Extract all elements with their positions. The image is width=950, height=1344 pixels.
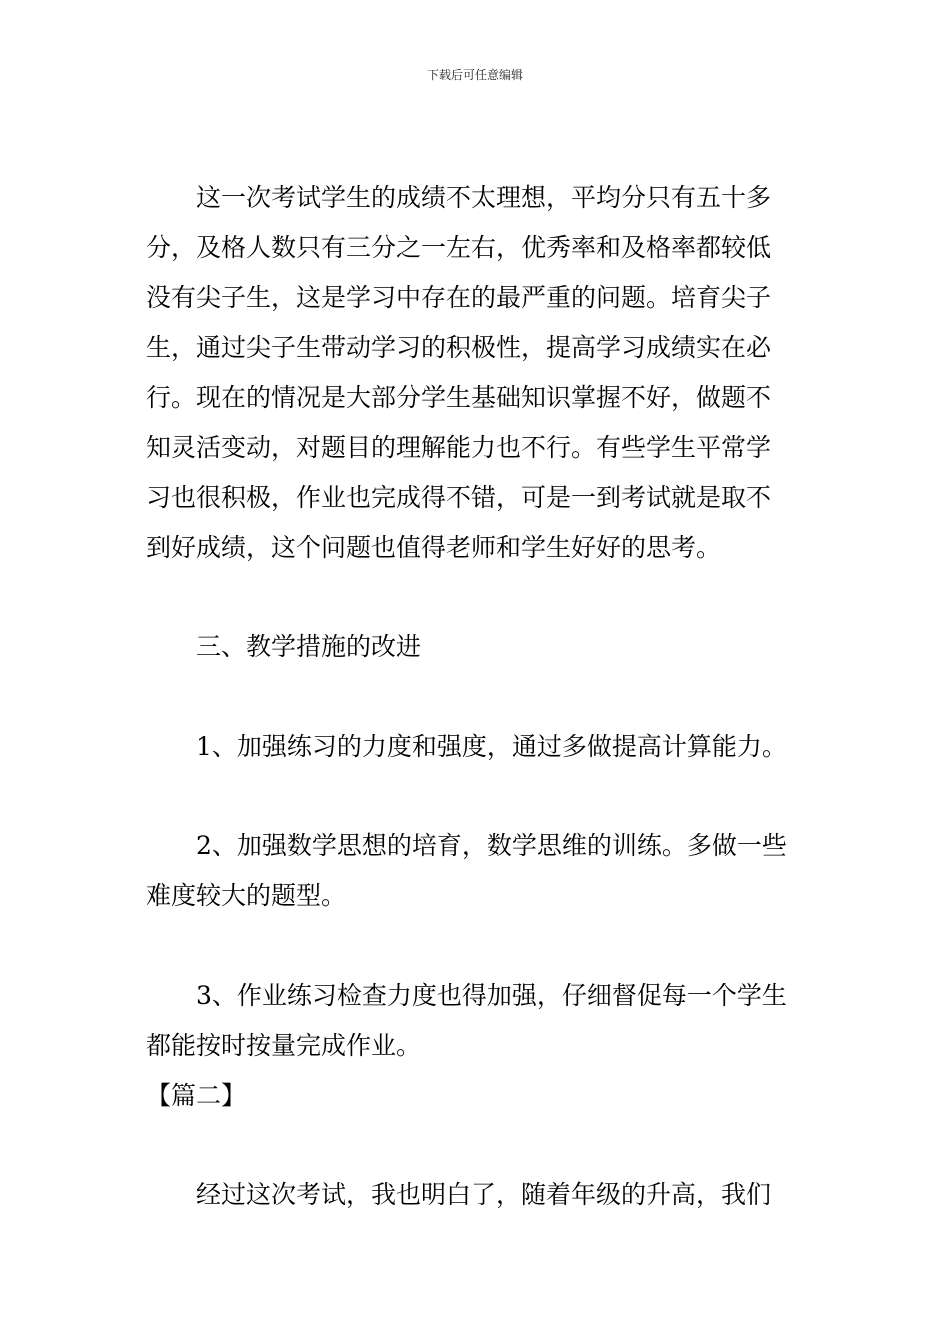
text-line: 经过这次考试，我也明白了，随着年级的升高，我们 <box>146 1180 772 1209</box>
list-item-continuation: 难度较大的题型。 <box>146 881 347 910</box>
list-item: 2、加强数学思想的培育，数学思维的训练。多做一些 <box>146 831 787 860</box>
chapter-heading: 【篇二】 <box>146 1081 247 1110</box>
text-line: 习也很积极，作业也完成得不错，可是一到考试就是取不 <box>146 483 772 512</box>
list-item-continuation: 都能按时按量完成作业。 <box>146 1031 422 1060</box>
text-line: 分，及格人数只有三分之一左右，优秀率和及格率都较低 <box>146 233 772 262</box>
list-item: 3、作业练习检查力度也得加强，仔细督促每一个学生 <box>146 981 787 1010</box>
text-line: 到好成绩，这个问题也值得老师和学生好好的思考。 <box>146 533 722 562</box>
text-line: 行。现在的情况是大部分学生基础知识掌握不好，做题不 <box>146 383 772 412</box>
text-line: 知灵活变动，对题目的理解能力也不行。有些学生平常学 <box>146 433 772 462</box>
section-heading: 三、教学措施的改进 <box>146 632 422 661</box>
list-item: 1、加强练习的力度和强度，通过多做提高计算能力。 <box>146 732 787 761</box>
text-line: 没有尖子生，这是学习中存在的最严重的问题。培育尖子 <box>146 283 772 312</box>
download-edit-note: 下载后可任意编辑 <box>426 68 523 82</box>
text-line: 生，通过尖子生带动学习的积极性，提高学习成绩实在必 <box>146 333 772 362</box>
text-line: 这一次考试学生的成绩不太理想，平均分只有五十多 <box>146 183 772 212</box>
